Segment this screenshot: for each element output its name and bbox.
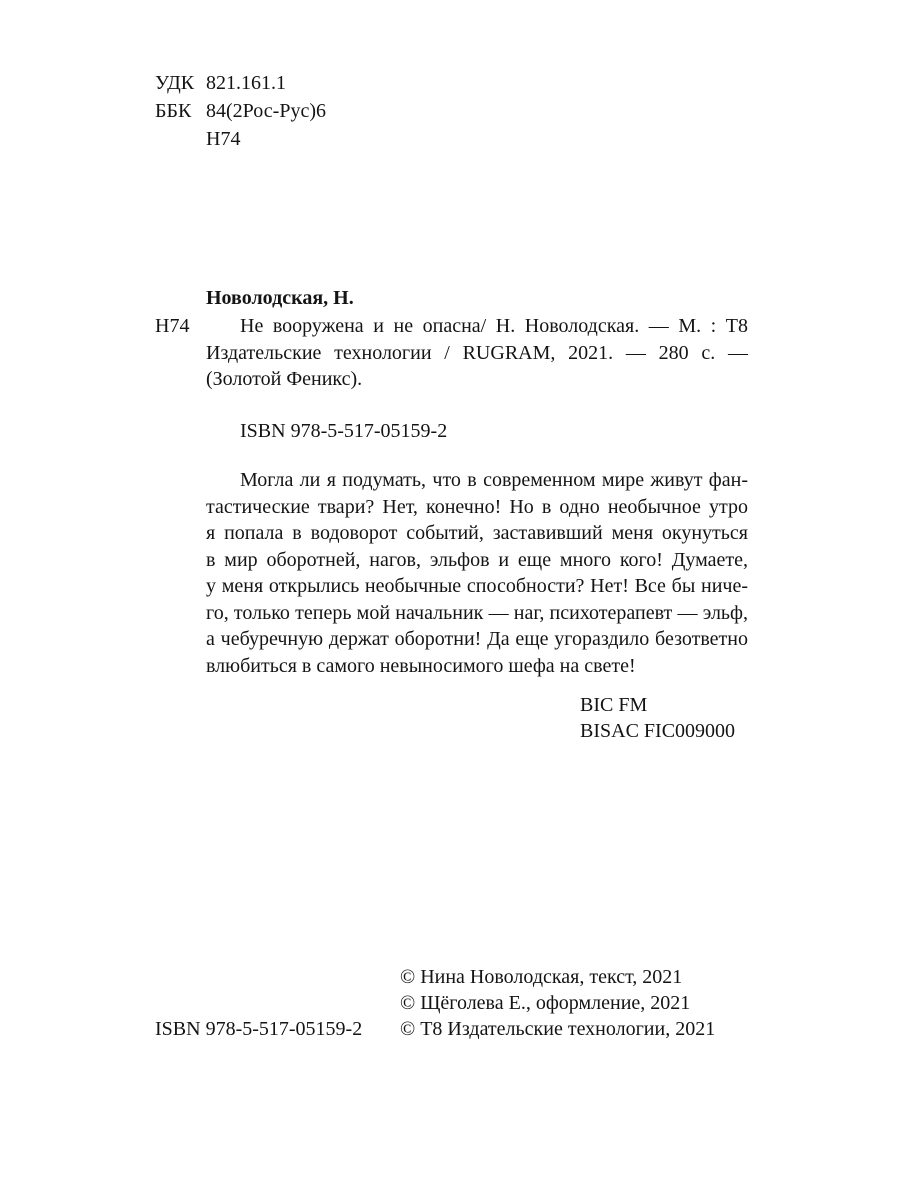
bbk-label: ББК bbox=[155, 100, 192, 122]
copyright-publisher: © Т8 Издательские технологии, 2021 bbox=[400, 1018, 716, 1040]
udk-label: УДК bbox=[155, 72, 195, 94]
annotation-line: Могла ли я подумать, что в современном мире живут фан- bbox=[240, 469, 748, 491]
bibliography-entry bbox=[206, 313, 748, 393]
annotation-line: я попала в водоворот событий, заставивший меня окунуться bbox=[206, 522, 748, 544]
annotation-line: влюбиться в самого невыносимого шефа на свете! bbox=[206, 654, 636, 677]
annotation-line: го, только теперь мой начальник — наг, психотерапевт — эльф, bbox=[206, 601, 748, 624]
annotation-line: в мир оборотней, нагов, эльфов и еще много кого! Думаете, bbox=[206, 548, 748, 571]
copyright-text: © Нина Новолодская, текст, 2021 bbox=[400, 966, 683, 988]
bisac-code: BISAC FIC009000 bbox=[580, 720, 736, 742]
author-mark: Н74 bbox=[206, 128, 241, 150]
bibliography-author-mark: Н74 bbox=[155, 315, 190, 337]
footer-isbn: ISBN 978-5-517-05159-2 bbox=[155, 1018, 363, 1040]
annotation-line: у меня открылись необычные способности? Нет! Все бы ниче- bbox=[206, 575, 748, 597]
udk-value: 821.161.1 bbox=[206, 72, 286, 94]
bibliography-isbn: ISBN 978-5-517-05159-2 bbox=[240, 420, 448, 442]
bic-code: BIC FM bbox=[580, 694, 648, 716]
annotation-line: тастические твари? Нет, конечно! Но в одно необычное утро bbox=[206, 495, 748, 518]
bibliography-line: (Золотой Феникс). bbox=[206, 368, 363, 390]
bbk-value: 84(2Рос-Рус)6 bbox=[206, 100, 326, 122]
bibliography-line: Не вооружена и не опасна/ Н. Новолодская. — М. : Т8 bbox=[240, 315, 748, 337]
annotation-line: а чебуречную держат оборотни! Да еще угораздило безответно bbox=[206, 628, 748, 650]
bibliography-line: Издательские технологии / RUGRAM, 2021. — 280 с. — bbox=[206, 341, 748, 364]
annotation bbox=[206, 467, 748, 679]
bibliography-author: Новолодская, Н. bbox=[206, 287, 354, 309]
copyright-design: © Щёголева Е., оформление, 2021 bbox=[400, 992, 691, 1014]
